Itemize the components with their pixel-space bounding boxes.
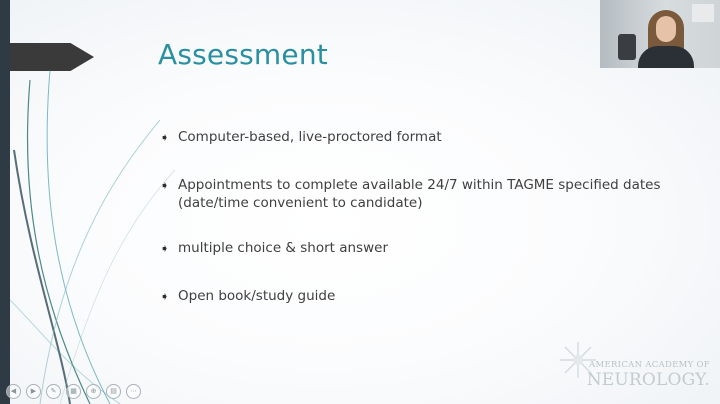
bullet-text: Computer-based, live-proctored format: [178, 129, 442, 145]
bullet-item: [160, 128, 700, 147]
bullet-item: [160, 239, 700, 258]
bullet-item: [160, 176, 700, 212]
logo-line-2: NEUROLOGY.: [586, 370, 710, 390]
pen-icon[interactable]: ✎: [46, 384, 61, 399]
bullet-text: multiple choice & short answer: [178, 240, 388, 256]
zoom-icon[interactable]: ⊕: [86, 384, 101, 399]
bullet-item: [160, 287, 700, 306]
aan-logo: [552, 340, 710, 396]
webcam-chair: [618, 34, 636, 60]
bullet-text: Appointments to complete available 24/7 within TAGME specified dates (date/time convenient to candidate): [178, 177, 661, 211]
slideshow-controls: [6, 384, 141, 402]
more-options-icon[interactable]: ⋯: [126, 384, 141, 399]
subtitles-icon[interactable]: ▤: [106, 384, 121, 399]
arrow-bullet-icon: ➧: [160, 290, 170, 303]
presenter-face: [656, 16, 676, 42]
logo-line-1: AMERICAN ACADEMY OF: [589, 360, 710, 370]
presenter-webcam-video: [600, 0, 720, 68]
arrow-bullet-icon: ➧: [160, 131, 170, 144]
arrow-bullet-icon: ➧: [160, 242, 170, 255]
presenter-body: [638, 46, 694, 68]
slide-title: Assessment: [158, 38, 328, 71]
previous-slide-icon[interactable]: ◀: [6, 384, 21, 399]
arrow-bullet-icon: ➧: [160, 179, 170, 192]
webcam-shelf: [692, 4, 714, 22]
next-slide-icon[interactable]: ▶: [26, 384, 41, 399]
bullet-text: Open book/study guide: [178, 288, 336, 304]
slides-view-icon[interactable]: ▦: [66, 384, 81, 399]
